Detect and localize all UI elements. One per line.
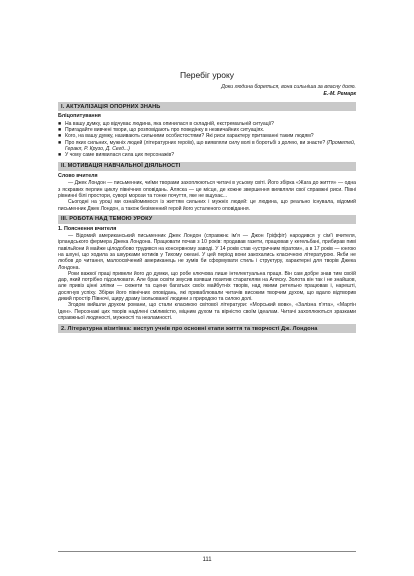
list-item: ■ Про яких сильних, мужніх людей (літературних героїв), що виявляли силу волі в боротьбі з долею, ви знаєте? (Прометей, Геракл, Р. Крузо, Д. Сегд...) — [58, 139, 356, 153]
section-heading-1: І. АКТУАЛІЗАЦІЯ ОПОРНИХ ЗНАНЬ — [58, 102, 356, 111]
list-item: ■ На вашу думку, що відчуває людина, яка опинилася в складній, екстремальній ситуації? — [58, 120, 274, 127]
list-item: ■ Кого, на вашу думку, називають сильними особистостями? Які риси характеру притаманні таким людям? — [58, 133, 314, 140]
answer-note: (Прометей, Геракл, Р. Крузо, Д. Сегд...) — [65, 139, 356, 153]
bullet-icon: ■ — [58, 152, 62, 159]
epigraph — [58, 84, 356, 97]
page-title: Перебіг уроку — [179, 70, 235, 80]
footer-divider — [58, 551, 356, 552]
page-number: 111 — [202, 557, 212, 563]
subsection-bar-2: 2. Літературна візитівка: виступ учнів про основні етапи життя та творчості Дж. Лондона — [58, 324, 356, 333]
list-item: ■ Пригадайте вивчені твори, що розповідають про поведінку в незвичайних ситуаціях. — [58, 127, 265, 134]
paragraph: — Джек Лондон — письменник, чиїми творами захоплюються читачі в усьому світі. Його збірка «Жага до життя» — одна з яскравих перлин циклу північних оповідань. Аляска — це місце, де кожне звершення виявляли свої справжні риси. Півні рівнинні білі простори, суворі морози та тонке почуття, яке не вщухає... — [58, 180, 356, 199]
epigraph-author: Е.-М. Ремарк — [323, 90, 356, 97]
bullet-icon: ■ — [58, 120, 62, 127]
section1-label: Бліцопитування — [58, 113, 101, 120]
bullet-icon: ■ — [58, 133, 62, 140]
list-item: ■ У чому саме виявилася сила цих персонажів? — [58, 152, 175, 159]
question-list — [58, 121, 356, 159]
section-heading-2: ІІ. МОТИВАЦІЯ НАВЧАЛЬНОЇ ДІЯЛЬНОСТІ — [58, 162, 356, 171]
section2-label: Слово вчителя — [58, 172, 98, 179]
bullet-icon: ■ — [58, 127, 62, 134]
subsection-title-1: 1. Пояснення вчителя — [58, 226, 117, 233]
epigraph-text: Доки людина бореться, вона сильніша за власну долю. — [221, 84, 356, 90]
bullet-icon: ■ — [58, 139, 62, 146]
paragraph: Роки важкої праці привели його до думки, що робе ключова лише інтелектуальна праця. Він сам добре знав тим своїй дар, який потрібно підсилювати. Але брак освіти змусив взявши позитив старателям на Аляску. Золота він так і не знайшов, але привіз цінні зліпки — сюжети та сцени багатьох своїх майбутніх творів, над якими ретельно працював і, нарешті, досягнув успіху. Збірки його північних оповідань, які приваблювали читачів високим творчим духом, що вдало відтворив дикий простір Півночі, щиру драму ізольованої людини з природою та силою долі. — [58, 270, 356, 302]
section-heading-3: ІІІ. РОБОТА НАД ТЕМОЮ УРОКУ — [58, 215, 356, 224]
paragraph: — Відомий американський письменник Джек Лондон (справжнє ім'я — Джон Гріффіт) народився у сім'ї вчителя, ірландського фермера Джека Лондона. Працювати почав з 10 років: продавав газети, працював у кегельбані, прибирав пиві павільйони й майже цілодобово трудився на консервному заводі. У 14 років став «устричним піратом», а в 17 років — юнгою на шхуні, що ходила за шкурками котиків у Тихому океані. У цей період вони закохались класичною літературою. Якби не любов до читання, малоосвічений американець не зумів би сформувати стиль і структуру, характерні для творів Джека Лондона. — [58, 233, 356, 271]
paragraph: Сьогодні на уроці ми ознайомимося із життям сильних і мужніх людей: це людина, що реально існувала, відомий письменник Джек Лондон, а також безіменний герой його усталеного оповідання. — [58, 199, 356, 212]
page-content — [58, 70, 356, 335]
paragraph: Згодом вийшли друком романи, що стали класикою світової літератури: «Морський вовк», «Залізна п'ята», «Мартін Іден». Персонажі цих творів наділені сміливістю, міцним духом та вірністю своїм ідеалам. Читачі захоплюються зразками справжньої людяності, мужності та незламності. — [58, 302, 356, 321]
